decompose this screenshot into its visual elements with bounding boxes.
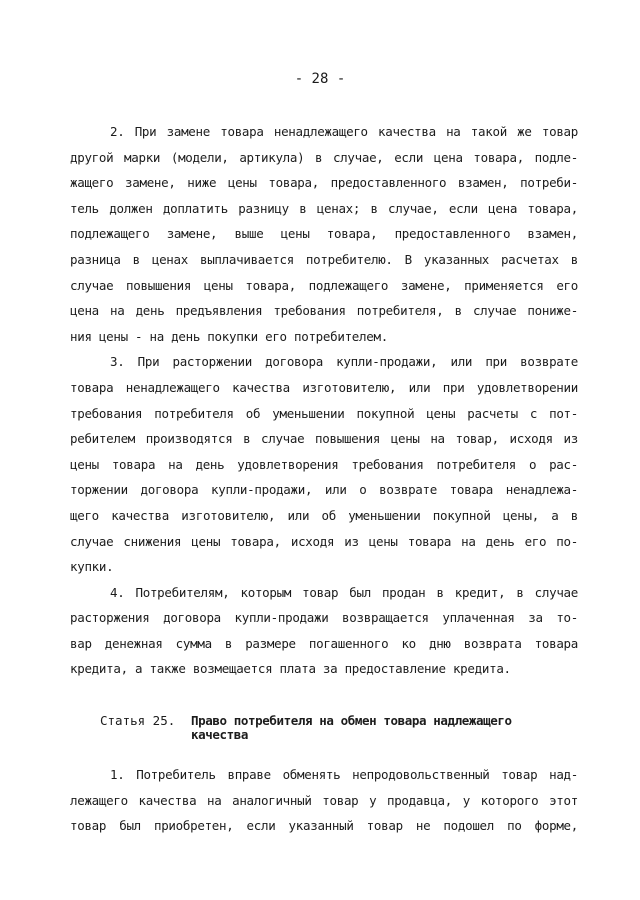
text-line: 4. Потребителям, которым товар был продан в кредит, в случае: [110, 584, 578, 600]
text-line: цена на день предъявления требования потребителя, в случае пониже-: [70, 303, 578, 319]
text-line: жащего замене, ниже цены товара, предоставленного взамен, потреби-: [70, 175, 578, 191]
text-line: товара ненадлежащего качества изготовителю, или при удовлетворении: [70, 379, 578, 395]
text-line: ния цены - на день покупки его потребителем.: [70, 328, 388, 344]
text-line: торжении договора купли-продажи, или о возврате товара ненадлежа-: [70, 482, 578, 498]
text-line: случае повышения цены товара, подлежащего замене, применяется его: [70, 277, 578, 293]
text-line: лежащего качества на аналогичный товар у продавца, у которого этот: [70, 792, 578, 808]
text-line: купки.: [70, 559, 114, 575]
text-line: разница в ценах выплачивается потребителю. В указанных расчетах в: [70, 251, 578, 267]
paragraph-3: [70, 349, 578, 579]
text-line: другой марки (модели, артикула) в случае, если цена товара, подле-: [70, 149, 578, 165]
text-line: товар был приобретен, если указанный товар не подошел по форме,: [70, 818, 578, 834]
article-title: Право потребителя на обмен товара надлежащего качества: [191, 713, 512, 742]
article-body-continued: [70, 119, 578, 682]
page-number: - 28 -: [294, 71, 346, 87]
text-line: щего качества изготовителю, или об уменьшении покупной цены, а в: [70, 507, 578, 523]
paragraph-4: [70, 580, 578, 682]
text-line: вар денежная сумма в размере погашенного ко дню возврата товара: [70, 635, 578, 651]
article-number: Статья 25.: [100, 713, 176, 728]
text-line: 2. При замене товара ненадлежащего качества на такой же товар: [110, 124, 578, 139]
text-line: тель должен доплатить разницу в ценах; в случае, если цена товара,: [70, 200, 578, 216]
text-line: подлежащего замене, выше цены товара, предоставленного взамен,: [70, 226, 578, 242]
text-line: расторжения договора купли-продажи возвращается уплаченная за то-: [70, 610, 578, 626]
article-25-body: [70, 762, 578, 839]
paragraph-2: [70, 119, 578, 349]
text-line: цены товара на день удовлетворения требования потребителя о рас-: [70, 456, 578, 472]
text-line: 1. Потребитель вправе обменять непродовольственный товар над-: [110, 767, 578, 782]
paragraph-1: [70, 762, 578, 839]
text-line: случае снижения цены товара, исходя из цены товара на день его по-: [70, 533, 578, 549]
text-line: ребителем производятся в случае повышения цены на товар, исходя из: [70, 431, 578, 447]
text-line: требования потребителя об уменьшении покупной цены расчеты с пот-: [70, 405, 578, 421]
text-line: 3. При расторжении договора купли-продажи, или при возврате: [110, 354, 578, 370]
text-line: кредита, а также возмещается плата за предоставление кредита.: [70, 661, 511, 677]
